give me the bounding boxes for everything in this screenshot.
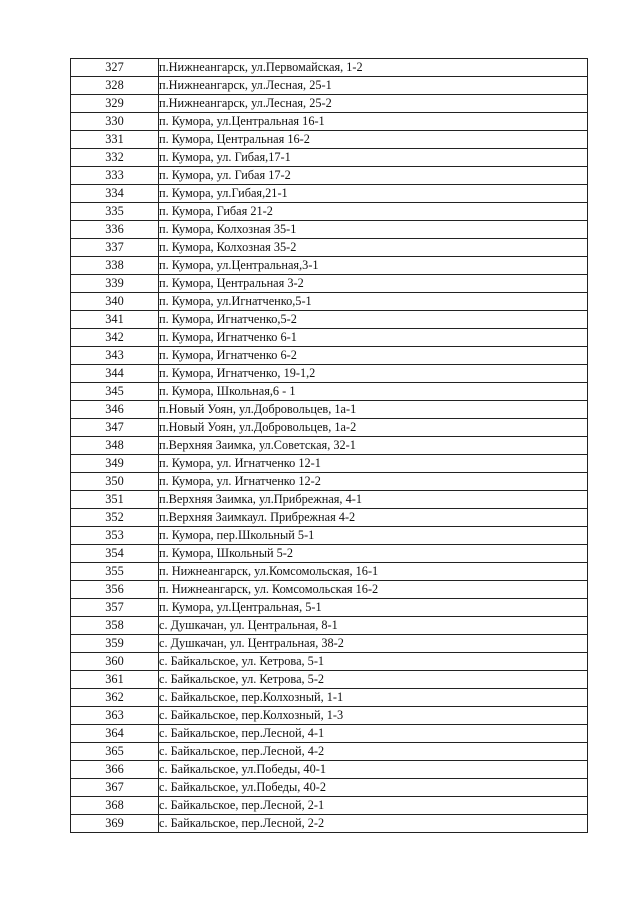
table-row (71, 653, 588, 671)
address-cell: п. Кумора, Школьная,6 - 1 (159, 383, 588, 401)
row-number-cell: 360 (71, 653, 159, 671)
table-body (71, 59, 588, 833)
address-cell: п.Новый Уоян, ул.Добровольцев, 1а-1 (159, 401, 588, 419)
table-row (71, 527, 588, 545)
address-cell: п. Кумора, Игнатченко 6-1 (159, 329, 588, 347)
address-cell: п.Верхняя Заимка, ул.Прибрежная, 4-1 (159, 491, 588, 509)
address-cell: п. Кумора, Школьный 5-2 (159, 545, 588, 563)
table-row (71, 545, 588, 563)
address-cell: п. Нижнеангарск, ул.Комсомольская, 16-1 (159, 563, 588, 581)
table-row (71, 365, 588, 383)
table-row (71, 797, 588, 815)
row-number-cell: 345 (71, 383, 159, 401)
address-table (70, 58, 588, 833)
row-number-cell: 354 (71, 545, 159, 563)
table-row (71, 95, 588, 113)
table-row (71, 473, 588, 491)
table-row (71, 185, 588, 203)
address-cell: п. Кумора, Колхозная 35-1 (159, 221, 588, 239)
row-number-cell: 340 (71, 293, 159, 311)
table-row (71, 293, 588, 311)
table-row (71, 311, 588, 329)
row-number-cell: 358 (71, 617, 159, 635)
address-cell: с. Байкальское, ул.Победы, 40-2 (159, 779, 588, 797)
table-row (71, 599, 588, 617)
address-cell: п. Кумора, ул.Центральная, 5-1 (159, 599, 588, 617)
address-cell: п.Новый Уоян, ул.Добровольцев, 1а-2 (159, 419, 588, 437)
table-row (71, 581, 588, 599)
row-number-cell: 349 (71, 455, 159, 473)
address-cell: с. Байкальское, пер.Колхозный, 1-1 (159, 689, 588, 707)
table-row (71, 689, 588, 707)
row-number-cell: 342 (71, 329, 159, 347)
row-number-cell: 350 (71, 473, 159, 491)
row-number-cell: 347 (71, 419, 159, 437)
row-number-cell: 327 (71, 59, 159, 77)
row-number-cell: 331 (71, 131, 159, 149)
row-number-cell: 346 (71, 401, 159, 419)
address-cell: п. Кумора, ул.Центральная,3-1 (159, 257, 588, 275)
table-row (71, 167, 588, 185)
table-row (71, 635, 588, 653)
address-cell: с. Душкачан, ул. Центральная, 38-2 (159, 635, 588, 653)
table-row (71, 59, 588, 77)
row-number-cell: 344 (71, 365, 159, 383)
table-row (71, 77, 588, 95)
table-row (71, 491, 588, 509)
address-cell: п. Кумора, ул. Гибая 17-2 (159, 167, 588, 185)
address-cell: с. Байкальское, ул. Кетрова, 5-1 (159, 653, 588, 671)
row-number-cell: 352 (71, 509, 159, 527)
table-row (71, 221, 588, 239)
table-row (71, 563, 588, 581)
address-cell: п. Кумора, Колхозная 35-2 (159, 239, 588, 257)
table-row (71, 437, 588, 455)
address-cell: п. Кумора, ул. Игнатченко 12-2 (159, 473, 588, 491)
table-row (71, 131, 588, 149)
address-cell: п. Кумора, ул. Игнатченко 12-1 (159, 455, 588, 473)
table-row (71, 725, 588, 743)
table-row (71, 707, 588, 725)
address-cell: п. Кумора, ул.Гибая,21-1 (159, 185, 588, 203)
row-number-cell: 368 (71, 797, 159, 815)
row-number-cell: 363 (71, 707, 159, 725)
address-cell: п. Кумора, Центральная 3-2 (159, 275, 588, 293)
address-cell: с. Байкальское, пер.Лесной, 2-1 (159, 797, 588, 815)
row-number-cell: 359 (71, 635, 159, 653)
table-row (71, 203, 588, 221)
address-cell: п.Верхняя Заимка, ул.Советская, 32-1 (159, 437, 588, 455)
table-row (71, 671, 588, 689)
table-row (71, 761, 588, 779)
row-number-cell: 353 (71, 527, 159, 545)
address-cell: п. Кумора, ул. Гибая,17-1 (159, 149, 588, 167)
table-row (71, 257, 588, 275)
table-row (71, 329, 588, 347)
row-number-cell: 338 (71, 257, 159, 275)
address-cell: п. Кумора, Игнатченко, 19-1,2 (159, 365, 588, 383)
table-row (71, 239, 588, 257)
address-cell: п.Верхняя Заимкаул. Прибрежная 4-2 (159, 509, 588, 527)
table-row (71, 509, 588, 527)
row-number-cell: 367 (71, 779, 159, 797)
address-cell: п. Кумора, Игнатченко,5-2 (159, 311, 588, 329)
row-number-cell: 351 (71, 491, 159, 509)
address-cell: с. Байкальское, ул.Победы, 40-1 (159, 761, 588, 779)
row-number-cell: 330 (71, 113, 159, 131)
row-number-cell: 357 (71, 599, 159, 617)
address-cell: п. Кумора, Центральная 16-2 (159, 131, 588, 149)
table-row (71, 419, 588, 437)
row-number-cell: 355 (71, 563, 159, 581)
address-cell: п. Кумора, ул.Игнатченко,5-1 (159, 293, 588, 311)
row-number-cell: 365 (71, 743, 159, 761)
table-row (71, 401, 588, 419)
table-row (71, 617, 588, 635)
table-row (71, 743, 588, 761)
table-row (71, 815, 588, 833)
table-row (71, 383, 588, 401)
row-number-cell: 356 (71, 581, 159, 599)
address-cell: п.Нижнеангарск, ул.Первомайская, 1-2 (159, 59, 588, 77)
table-row (71, 149, 588, 167)
address-cell: с. Байкальское, пер.Лесной, 2-2 (159, 815, 588, 833)
row-number-cell: 339 (71, 275, 159, 293)
table-row (71, 347, 588, 365)
row-number-cell: 362 (71, 689, 159, 707)
address-cell: п.Нижнеангарск, ул.Лесная, 25-1 (159, 77, 588, 95)
address-cell: с. Байкальское, пер.Лесной, 4-1 (159, 725, 588, 743)
address-cell: с. Байкальское, пер.Колхозный, 1-3 (159, 707, 588, 725)
row-number-cell: 332 (71, 149, 159, 167)
address-cell: с. Душкачан, ул. Центральная, 8-1 (159, 617, 588, 635)
address-cell: п. Кумора, Гибая 21-2 (159, 203, 588, 221)
row-number-cell: 329 (71, 95, 159, 113)
row-number-cell: 364 (71, 725, 159, 743)
row-number-cell: 348 (71, 437, 159, 455)
row-number-cell: 336 (71, 221, 159, 239)
row-number-cell: 366 (71, 761, 159, 779)
address-cell: п. Нижнеангарск, ул. Комсомольская 16-2 (159, 581, 588, 599)
table-row (71, 113, 588, 131)
row-number-cell: 361 (71, 671, 159, 689)
address-cell: п. Кумора, пер.Школьный 5-1 (159, 527, 588, 545)
address-cell: с. Байкальское, ул. Кетрова, 5-2 (159, 671, 588, 689)
row-number-cell: 369 (71, 815, 159, 833)
table-row (71, 779, 588, 797)
row-number-cell: 335 (71, 203, 159, 221)
table-row (71, 275, 588, 293)
row-number-cell: 341 (71, 311, 159, 329)
table-row (71, 455, 588, 473)
address-cell: п. Кумора, ул.Центральная 16-1 (159, 113, 588, 131)
address-cell: с. Байкальское, пер.Лесной, 4-2 (159, 743, 588, 761)
row-number-cell: 333 (71, 167, 159, 185)
address-cell: п.Нижнеангарск, ул.Лесная, 25-2 (159, 95, 588, 113)
row-number-cell: 334 (71, 185, 159, 203)
row-number-cell: 337 (71, 239, 159, 257)
row-number-cell: 328 (71, 77, 159, 95)
address-cell: п. Кумора, Игнатченко 6-2 (159, 347, 588, 365)
row-number-cell: 343 (71, 347, 159, 365)
